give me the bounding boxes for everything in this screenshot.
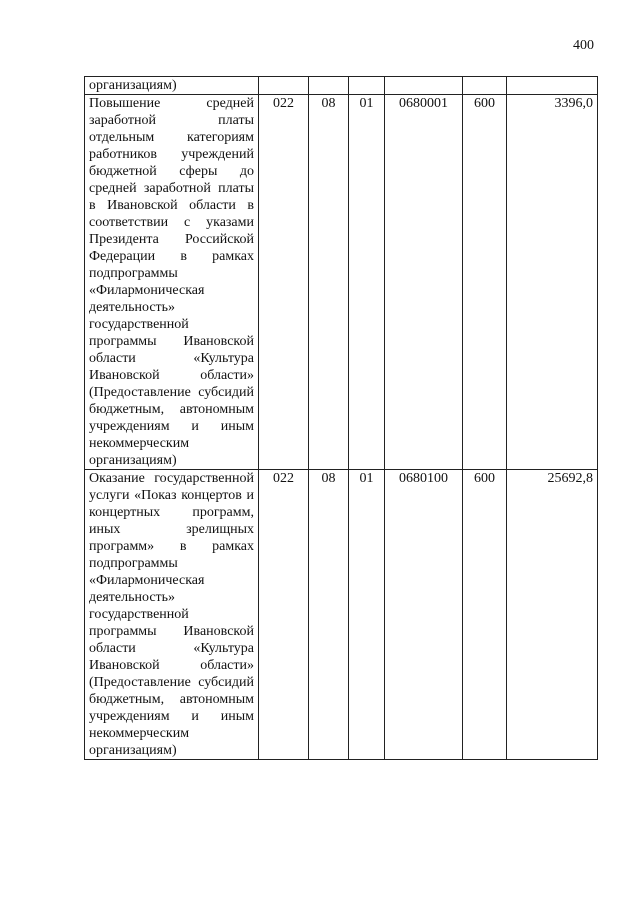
row-target-article (385, 77, 463, 95)
row-code: 022 (259, 470, 309, 760)
row-amount: 3396,0 (507, 95, 598, 470)
row-description: Оказание государственной услуги «Показ концертов и концертных программ, иных зрелищных программ» в рамках подпрограммы «Филармоническая деятельность» государственной программы Ивановской области «Культура Ивановской области» (Предоставление субсидий бюджетным, автономным учреждениям и иным некоммерческим организациям) (85, 470, 259, 760)
row-code: 022 (259, 95, 309, 470)
page-number: 400 (573, 38, 594, 53)
row-target-article: 0680100 (385, 470, 463, 760)
table-row (85, 95, 598, 470)
table-row (85, 470, 598, 760)
row-subsection: 01 (349, 470, 385, 760)
row-expense-type (463, 77, 507, 95)
row-section: 08 (309, 470, 349, 760)
row-amount (507, 77, 598, 95)
table-row (85, 77, 598, 95)
row-code (259, 77, 309, 95)
row-section: 08 (309, 95, 349, 470)
row-amount: 25692,8 (507, 470, 598, 760)
row-section (309, 77, 349, 95)
row-expense-type: 600 (463, 95, 507, 470)
row-subsection (349, 77, 385, 95)
budget-table (84, 76, 598, 760)
row-subsection: 01 (349, 95, 385, 470)
row-expense-type: 600 (463, 470, 507, 760)
row-description: Повышение средней заработной платы отдельным категориям работников учреждений бюджетной сферы до средней заработной платы в Ивановской области в соответствии с указами Президента Российской Федерации в рамках подпрограммы «Филармоническая деятельность» государственной программы Ивановской области «Культура Ивановской области» (Предоставление субсидий бюджетным, автономным учреждениям и иным некоммерческим организациям) (85, 95, 259, 470)
row-target-article: 0680001 (385, 95, 463, 470)
row-description: организациям) (85, 77, 259, 95)
